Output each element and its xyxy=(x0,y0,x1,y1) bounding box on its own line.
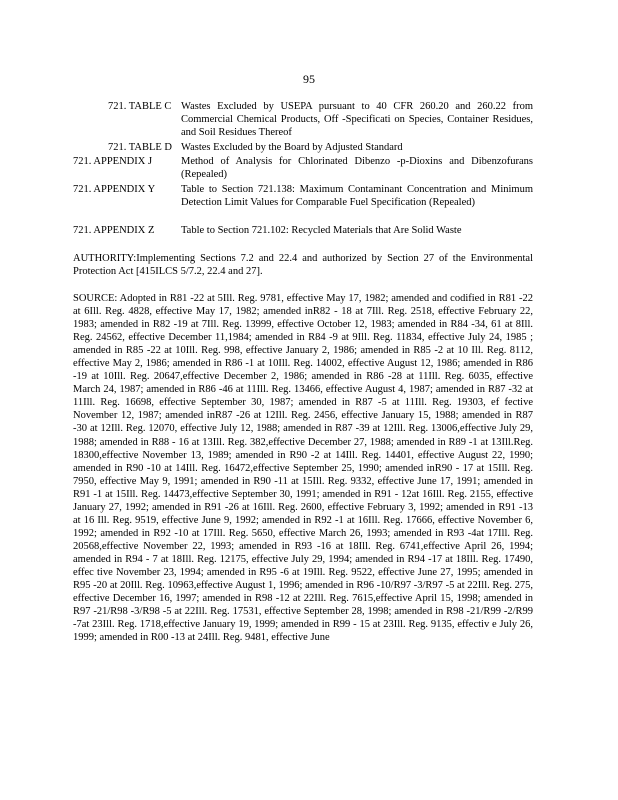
page-number: 95 xyxy=(303,72,315,86)
toc-entry-table-c xyxy=(0,100,618,141)
toc-entry-appendix-z xyxy=(0,224,618,238)
toc-entry-appendix-j xyxy=(0,155,618,183)
toc-entry-description: Wastes Excluded by USEPA pursuant to 40 CFR 260.20 and 260.22 from Commercial Chemical Products, Off -Specificati on Species, Container Residues, and Soil Residues Thereof xyxy=(181,101,533,138)
toc-entry-label: 721. TABLE C xyxy=(108,101,172,112)
toc-entry-description: Table to Section 721.102: Recycled Materials that Are Solid Waste xyxy=(181,225,462,236)
source-note: SOURCE: Adopted in R81 -22 at 5Ill. Reg. 9781, effective May 17, 1982; amended and codified in R81 -22 at 6Ill. Reg. 4828, effective May 17, 1982; amended inR82 - 18 at 7Ill. Reg. 2518, effective February 22, 1983; amended in R82 -19 at 7Ill. Reg. 13999, effective October 12, 1983; amended in R84 -34, 61 at 8Ill. Reg. 24562, effective December 11,1984; amended in R84 -9 at 9Ill. Reg. 11834, effective July 24, 1985 ; amended in R85 -22 at 10Ill. Reg. 998, effective January 2, 1986; amended in R85 -2 at 10 Ill. Reg. 8112, effective May 2, 1986; amended in R86 -1 at 10Ill. Reg. 14002, effective August 12, 1986; amended in R86 -19 at 10Ill. Reg. 20647,effective December 2, 1986; amended in R86 -28 at 11Ill. Reg. 6035, effective March 24, 1987; amended in R86 -46 at 11Ill. Reg. 13466, effective August 4, 1987; amended in R87 -32 at 11Ill. Reg. 16698, effective September 30, 1987; amended in R87 -5 at 11Ill. Reg. 19303, ef fective November 12, 1987; amended inR87 -26 at 12Ill. Reg. 2456, effective January 15, 1988; amended in R87 -30 at 12Ill. Reg. 12070, effective July 12, 1988; amended in R87 -39 at 12Ill. Reg. 13006,effective July 29, 1988; amended in R88 - 16 at 13Ill. Reg. 382,effective December 27, 1988; amended in R89 -1 at 13Ill.Reg. 18300,effective November 13, 1989; amended in R90 -2 at 14Ill. Reg. 14401, effective August 22, 1990; amended in R90 -10 at 14Ill. Reg. 16472,effective September 25, 1990; amended inR90 - 17 at 15Ill. Reg. 7950, effective May 9, 1991; amended in R90 -11 at 15Ill. Reg. 9332, effective June 17, 1991; amended in R91 -1 at 15Ill. Reg. 14473,effective September 30, 1991; amended in R91 - 12at 16Ill. Reg. 2155, effective January 27, 1992; amended in R91 -26 at 16Ill. Reg. 2600, effective February 3, 1992; amended in R91 -13 at 16 Ill. Reg. 9519, effective June 9, 1992; amended in R92 -1 at 16Ill. Reg. 17666, effective November 6, 1992; amended in R92 -10 at 17Ill. Reg. 5650, effective March 26, 1993; amended in R93 -4at 17Ill. Reg. 20568,effective November 22, 1993; amended in R93 -16 at 18Ill. Reg. 6741,effective April 26, 1994; amended in R94 - 7 at 18Ill. Reg. 12175, effective July 29, 1994; amended in R94 -17 at 18Ill. Reg. 17490, effec tive November 23, 1994; amended in R95 -6 at 19Ill. Reg. 9522, effective June 27, 1995; amended in R95 -20 at 20Ill. Reg. 10963,effective August 1, 1996; amended in R96 -10/R97 -3/R97 -5 at 22Ill. Reg. 275, effective December 16, 1997; amended in R98 -12 at 22Ill. Reg. 7615,effective April 15, 1998; amended in R97 -21/R98 -3/R98 -5 at 22Ill. Reg. 17531, effective September 28, 1998; amended in R98 -21/R99 -2/R99 -7at 23Ill. Reg. 1718,effective January 19, 1999; amended in R99 - 15 at 23Ill. Reg. 9135, effectiv e July 26, 1999; amended in R00 -13 at 24Ill. Reg. 9481, effective June xyxy=(73,293,533,644)
toc-entry-label: 721. APPENDIX Z xyxy=(73,225,155,236)
toc-entry-description: Wastes Excluded by the Board by Adjusted Standard xyxy=(181,142,403,153)
toc-entry-description: Table to Section 721.138: Maximum Contaminant Concentration and Minimum Detection Limit Values for Comparable Fuel Specification (Repealed) xyxy=(181,184,533,208)
authority-note: AUTHORITY:Implementing Sections 7.2 and 22.4 and authorized by Section 27 of the Environmental Protection Act [415ILCS 5/7.2, 22.4 and 27]. xyxy=(73,253,533,277)
toc-entry-appendix-y xyxy=(0,183,618,224)
toc-entry-table-d xyxy=(0,141,618,155)
table-of-contents xyxy=(0,100,618,238)
toc-entry-label: 721. APPENDIX Y xyxy=(73,184,156,195)
toc-entry-description: Method of Analysis for Chlorinated Dibenzo -p-Dioxins and Dibenzofurans (Repealed) xyxy=(181,156,533,180)
toc-entry-label: 721. TABLE D xyxy=(108,142,173,153)
toc-entry-label: 721. APPENDIX J xyxy=(73,156,153,167)
